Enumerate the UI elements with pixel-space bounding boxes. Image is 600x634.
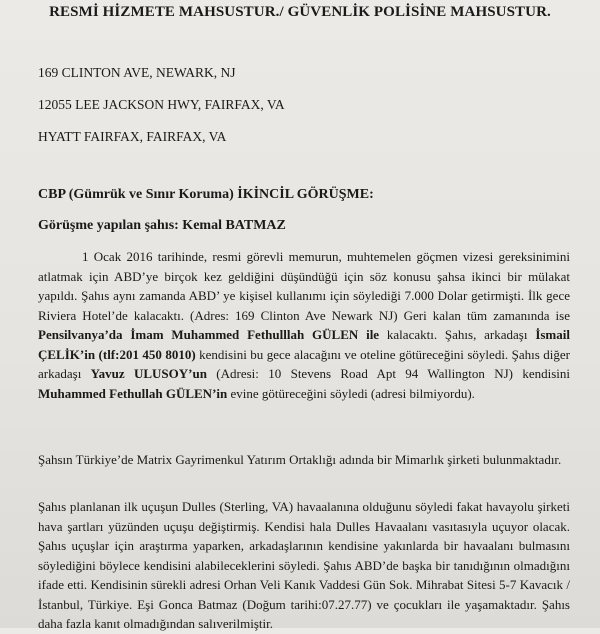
- paragraph-flight: Şahıs planlanan ilk uçuşun Dulles (Sterling, VA) havaalanına olduğunu söyledi fakat havayolu şirketi hava şartları yüzünden uçuşu değiştirmiş. Kendisi hala Dulles Havaalanı vasıtasıyla uçuyor olacak. Şahıs uçuşlar için araştırma yaparken, arkadaşlarının kendisine yakınlarda bir havaalanı bulmasını söylediğini böylece kendisini alabileceklerini söyledi. Şahıs ABD’de başka bir tanıdığının olmadığını ifade etti. Kendisinin sürekli adresi Orhan Veli Kanık Vaddesi Gün Sok. Mihrabat Sitesi 5-7 Kavacık / İstanbul, Türkiye. Eşi Gonca Batmaz (Doğum tarihi:07.27.77) ve çocukları ile yaşamaktadır. Şahıs daha fazla kanıt olmadığından salıverilmiştir.: [38, 499, 570, 631]
- paragraph-interview: [38, 247, 570, 403]
- bold-name: Pensilvanya’da İmam Muhammed Fethulllah GÜLEN ile: [38, 327, 380, 342]
- bold-name: İsmail ÇELİK’in (tlf:201 450 8010): [38, 327, 570, 362]
- paragraph-text: (Adresi: 10 Stevens Road Apt 94 Wallington NJ) kendisini: [206, 366, 570, 381]
- address-line-3: HYATT FAIRFAX, FAIRFAX, VA: [38, 129, 227, 144]
- section-title: CBP (Gümrük ve Sınır Koruma) İKİNCİL GÖRÜŞME:: [38, 187, 374, 202]
- paragraph-text: 1 Ocak 2016 tarihinde, resmi görevli memurun, muhtemelen göçmen vizesi gereksinimini atlatmak için ABD’ye birçok kez geldiğini düşündüğü için söz konusu şahsa ikinci bir mülakat yapıldı. Şahıs aynı zamanda ABD’ ye kişisel kullanımı için söylediği 7.000 Dolar getirmişti. İlk gece Riviera Hotel’de kalacaktı. (Adres: 169 Clinton Ave Newark NJ) Geri kalan tüm zamanında ise: [38, 249, 570, 323]
- address-line-1: 169 CLINTON AVE, NEWARK, NJ: [38, 65, 236, 80]
- bold-name: Muhammed Fethullah GÜLEN’in: [38, 385, 228, 401]
- paragraph-text: kalacaktı. Şahıs, arkadaşı: [379, 327, 536, 342]
- classification-heading: RESMİ HİZMETE MAHSUSTUR./ GÜVENLİK POLİSİNE MAHSUSTUR.: [49, 4, 551, 20]
- paragraph-company: Şahsın Türkiye’de Matrix Gayrimenkul Yatırım Ortaklığı adında bir Mimarlık şirketi bulunmaktadır.: [38, 452, 562, 467]
- address-line-2: 12055 LEE JACKSON HWY, FAIRFAX, VA: [38, 97, 285, 112]
- paragraph-text: evine götüreceğini söyledi (adresi bilmiyordu).: [227, 385, 475, 401]
- bleed-through-text: [150, 38, 480, 198]
- interviewee-label: Görüşme yapılan şahıs: Kemal BATMAZ: [38, 218, 286, 233]
- bold-name: Yavuz ULUSOY’un: [90, 366, 207, 381]
- paragraph-text: kendisini bu gece alacağını ve oteline götüreceğini söyledi. Şahıs diğer arkadaşı: [38, 346, 570, 381]
